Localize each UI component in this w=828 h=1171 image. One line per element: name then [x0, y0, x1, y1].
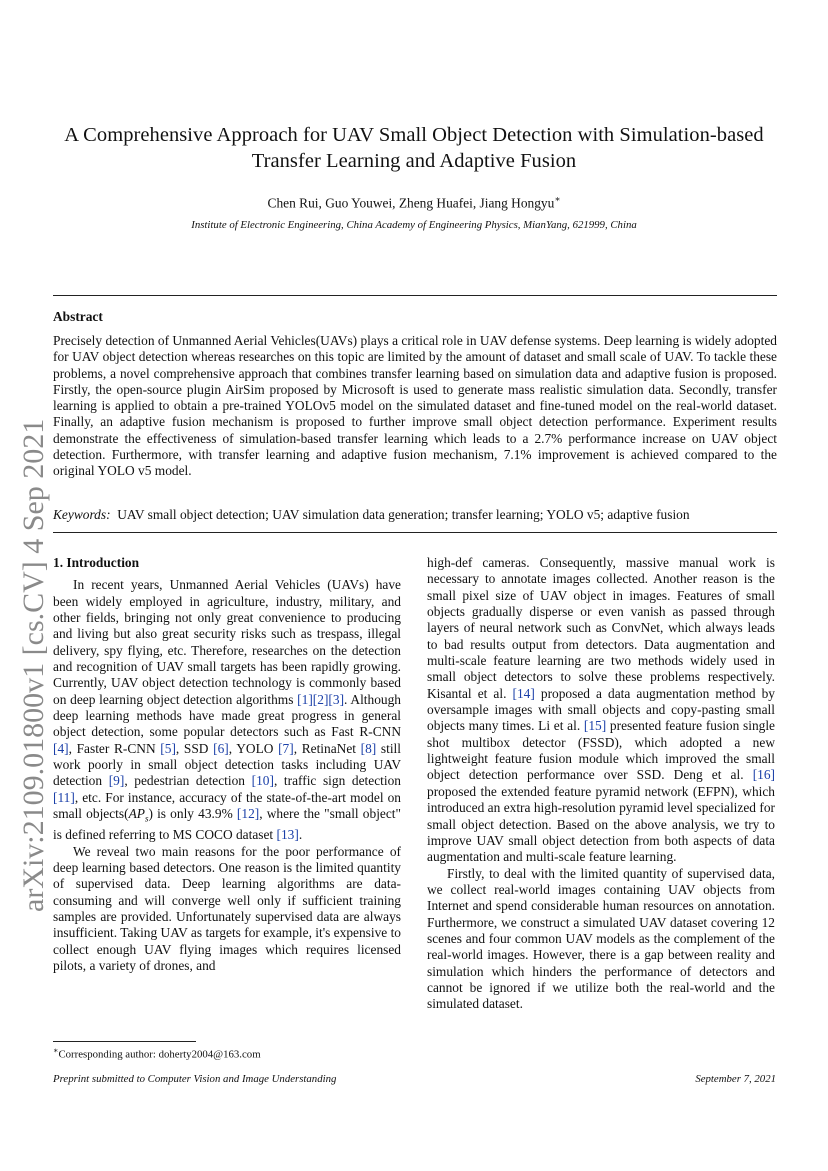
- intro-paragraph-2-cont: high-def cameras. Consequently, massive manual work is necessary to annotate images collected. Another reason is the small pixel size of UAV object in images. Features of small objects gradually disperse or even vanish as passed through layers of neural network such as ConvNet, which always leads to bad results output from detectors. Data augmentation and multi-scale feature learning are two methods widely used in small object detectors to solve these problems respectively. Kisantal et al. [14] proposed a data augmentation method by oversample images with small objects and copy-pasting small objects many times. Li et al. [15] presented feature fusion single shot multibox detector (FSSD), which adopted a new lightweight feature fusion module which improved the small object detection performance over SSD. Deng et al. [16] proposed the extended feature pyramid network (EFPN), which introduced an extra high-resolution pyramid level specialized for small object detection. Based on the above analysis, we try to improve UAV small object detection from both aspects of data augmentation and multi-scale feature learning.: [427, 555, 776, 865]
- bottom-rule: [53, 532, 777, 533]
- citation-link[interactable]: [10]: [251, 773, 274, 789]
- section-heading: 1. Introduction: [53, 555, 140, 570]
- citation-link[interactable]: [5]: [160, 740, 176, 756]
- paper-title: [40, 122, 788, 174]
- citation-link[interactable]: [2]: [312, 691, 329, 707]
- citation-link[interactable]: [4]: [53, 740, 69, 756]
- citation-link[interactable]: [7]: [278, 740, 294, 756]
- affiliation: Institute of Electronic Engineering, China Academy of Engineering Physics, MianYang, 621999, China: [191, 219, 637, 231]
- top-rule: [53, 295, 777, 296]
- citation-link[interactable]: [13]: [276, 827, 299, 843]
- math-ap: AP: [128, 806, 145, 822]
- footer-journal: Preprint submitted to Computer Vision and Image Understanding: [53, 1073, 337, 1085]
- keywords-text: UAV small object detection; UAV simulation data generation; transfer learning; YOLO v5; adaptive fusion: [117, 507, 690, 522]
- intro-paragraph-1: In recent years, Unmanned Aerial Vehicles (UAVs) have been widely employed in agriculture, industry, military, and other fields, bringing not only great convenience to producing and living but also great security risks such as trespass, illegal delivery, spy flying, etc. Therefore, researches on the detection and recognition of UAV small targets has been rapidly growing. Currently, UAV object detection technology is commonly based on deep learning object detection algorithms [1][2][3]. Although deep learning methods have made great progress in general object detection, some popular detectors such as Fast R-CNN [4], Faster R-CNN [5], SSD [6], YOLO [7], RetinaNet [8] still work poorly in small object detection tasks including UAV detection [9], pedestrian detection [10], traffic sign detection [11], etc. For instance, accuracy of the state-of-the-art model on small $objects(AP_s)$ is only 43.9% [12], where the "small object" is defined referring to MS COCO dataset [13].: [53, 577, 402, 843]
- citation-link[interactable]: [16]: [752, 767, 775, 783]
- abstract-heading: Abstract: [53, 309, 103, 324]
- footnote-mark: ∗: [53, 1046, 59, 1055]
- citation-link[interactable]: [15]: [583, 718, 607, 734]
- authors-text: Chen Rui, Guo Youwei, Zheng Huafei, Jiang Hongyu: [267, 195, 555, 211]
- left-column: [53, 555, 401, 974]
- citation-link[interactable]: [6]: [213, 740, 229, 756]
- keywords: [53, 507, 777, 523]
- citation-link[interactable]: [8]: [360, 740, 377, 756]
- right-column: [427, 555, 775, 1013]
- citation-link[interactable]: [11]: [53, 789, 75, 805]
- citation-link[interactable]: [1]: [297, 691, 313, 707]
- intro-paragraph-3: Firstly, to deal with the limited quantity of supervised data, we collect real-world images containing UAV objects from Internet and spend considerable human resources on annotation. Furthermore, we construct a simulated UAV dataset covering 12 scenes and four common UAV models as the complement of the real-world images. However, there is a gap between reality and simulation which hinders the performance of detectors and cannot be ignored if we utilize both the real-world and the simulated dataset.: [427, 865, 775, 1012]
- footnote: [53, 1046, 261, 1061]
- keywords-label: Keywords:: [53, 507, 111, 522]
- title-line-2: Transfer Learning and Adaptive Fusion: [251, 150, 577, 172]
- title-line-1: A Comprehensive Approach for UAV Small Object Detection with Simulation-based: [64, 124, 764, 146]
- arxiv-identifier-stamp: arXiv:2109.01800v1 [cs.CV] 4 Sep 2021: [17, 418, 50, 912]
- citation-link[interactable]: [14]: [512, 685, 535, 701]
- math-ap-sub: s: [144, 813, 149, 824]
- intro-paragraph-2: We reveal two main reasons for the poor performance of deep learning based detectors. One reason is the limited quantity of supervised data. Deep learning algorithms are data-consuming and will converge well only if sufficient training samples are provided. Unfortunately supervised data are always insufficient. Taking UAV as targets for example, it's expensive to collect enough UAV flying images which requires licensed pilots, a variety of drones, and: [53, 843, 401, 973]
- author-mark: ∗: [554, 194, 561, 204]
- citation-link[interactable]: [9]: [108, 773, 125, 789]
- abstract-text: Precisely detection of Unmanned Aerial Vehicles(UAVs) plays a critical role in UAV defense systems. Deep learning is widely adopted for UAV object detection whereas researches on this topic are limited by the amount of dataset and small scale of UAV. To tackle these problems, a novel comprehensive approach that combines transfer learning based on simulation data and adaptive fusion is proposed. Firstly, the open-source plugin AirSim proposed by Microsoft is used to generate mass realistic simulation data. Secondly, transfer learning is applied to obtain a pre-trained YOLOv5 model on the simulated dataset and fine-tuned model on the real-world dataset. Finally, an adaptive fusion mechanism is proposed to further improve small object detection performance. Experiment results demonstrate the effectiveness of simulation-based transfer learning which leads to a 2.7% performance increase on UAV object detection. Furthermore, with transfer learning and adaptive fusion mechanism, 7.1% improvement is achieved compared to the original YOLO v5 model.: [53, 333, 777, 479]
- citation-link[interactable]: [3]: [328, 691, 345, 707]
- footnote-text: Corresponding author: doherty2004@163.com: [58, 1048, 261, 1061]
- footnote-rule: [53, 1041, 196, 1042]
- footer-date: September 7, 2021: [695, 1073, 776, 1085]
- citation-link[interactable]: [12]: [236, 806, 260, 822]
- author-list: [40, 194, 788, 211]
